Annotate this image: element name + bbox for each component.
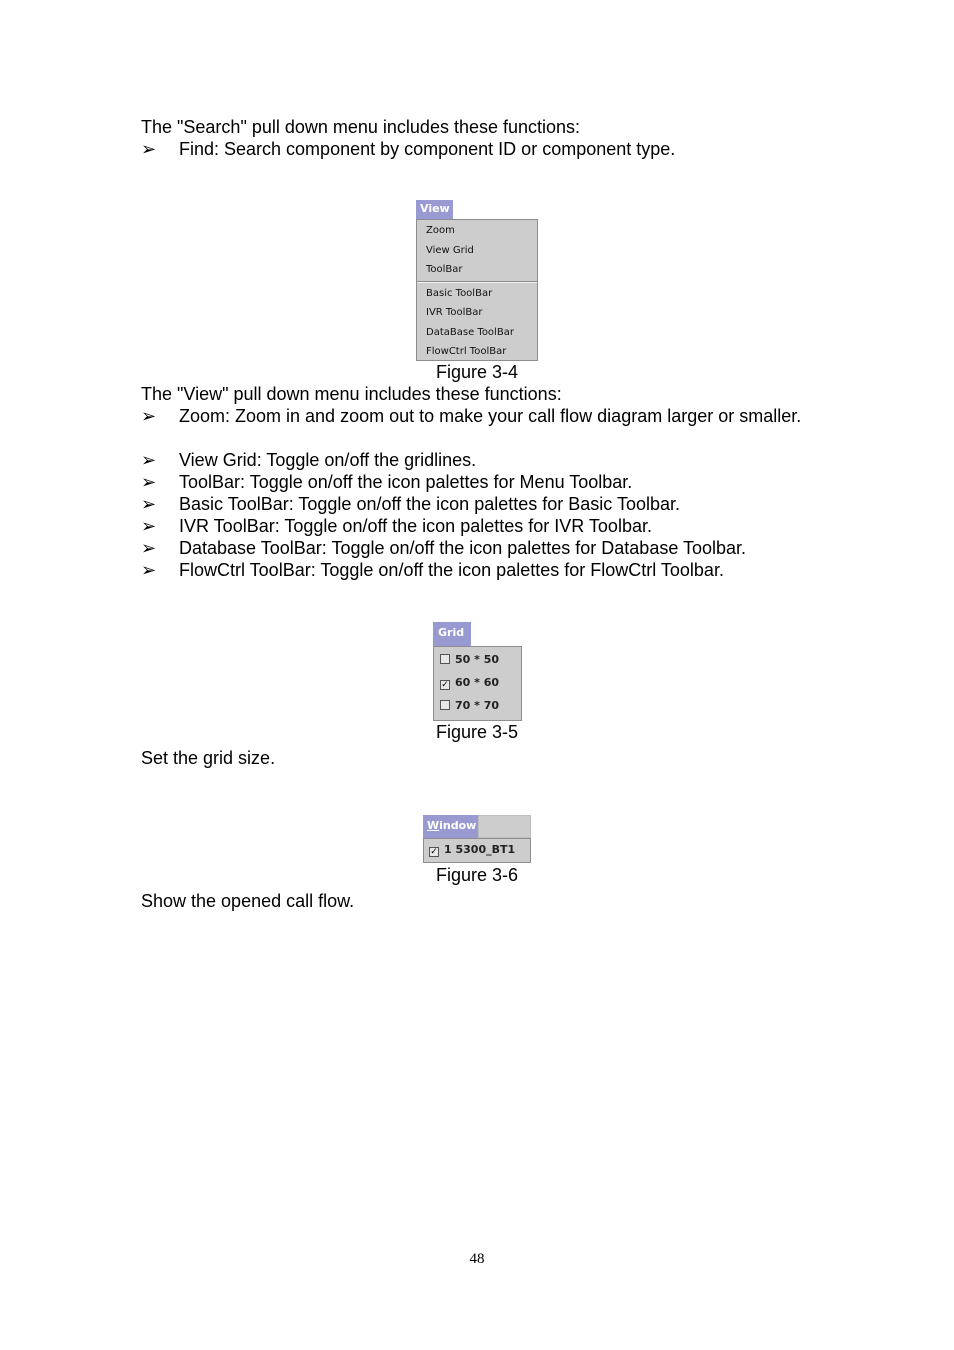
bullet-toolbar: ➢ ToolBar: Toggle on/off the icon palettes for Menu Toolbar. [141,472,633,492]
checked-checkbox-icon[interactable]: ✓ [430,847,438,857]
grid-option-70[interactable]: 70 * 70 [434,694,521,717]
bullet-ivr-toolbar: ➢ IVR ToolBar: Toggle on/off the icon palettes for IVR Toolbar. [141,516,652,536]
arrow-bullet-icon: ➢ [141,139,157,159]
menu-item-toolbar[interactable]: ToolBar [426,264,463,275]
arrow-bullet-icon: ➢ [141,406,157,426]
menu-item-zoom[interactable]: Zoom [426,225,455,236]
arrow-bullet-icon: ➢ [141,472,157,492]
menu-item-ivr-toolbar[interactable]: IVR ToolBar [426,307,483,318]
page-number: 48 [469,1251,485,1267]
arrow-bullet-icon: ➢ [141,450,157,470]
grid-option-60[interactable]: ✓ 60 * 60 [441,676,500,690]
menu-item-view-grid[interactable]: View Grid [426,244,474,256]
figure-3-6-caption: Figure 3-6 [435,865,519,885]
grid-menu-panel [433,646,522,721]
view-menu-title[interactable]: View [416,200,453,219]
menubar-filler [478,815,531,838]
bullet-database-toolbar: ➢ Database ToolBar: Toggle on/off the icon palettes for Database Toolbar. [141,538,747,558]
grid-option-50[interactable]: 50 * 50 [434,648,521,671]
view-menu-panel [416,219,538,361]
search-intro: The "Search" pull down menu includes these functions: [141,117,581,137]
checkbox-icon[interactable] [440,700,450,710]
grid-menu-title[interactable]: Grid [433,622,471,646]
arrow-bullet-icon: ➢ [141,538,157,558]
bullet-flowctrl-toolbar: ➢ FlowCtrl ToolBar: Toggle on/off the icon palettes for FlowCtrl Toolbar. [141,560,724,580]
menu-item-database-toolbar[interactable]: DataBase ToolBar [426,326,514,338]
bullet-find: ➢ Find: Search component by component ID or component type. [141,139,676,159]
menu-item-basic-toolbar[interactable]: Basic ToolBar [426,287,493,299]
window-menu-title[interactable]: Window [423,815,478,838]
window-menu-title-rest: indow [439,819,477,832]
grid-description: Set the grid size. [141,748,276,768]
checked-checkbox-icon[interactable]: ✓ [441,680,449,690]
arrow-bullet-icon: ➢ [141,560,157,580]
window-item-callflow[interactable]: ✓ 1 5300_BT1 [430,843,516,857]
menu-separator [417,281,537,283]
bullet-basic-toolbar: ➢ Basic ToolBar: Toggle on/off the icon palettes for Basic Toolbar. [141,494,680,514]
bullet-zoom: ➢ Zoom: Zoom in and zoom out to make your call flow diagram larger or smaller. [141,406,802,426]
figure-3-4-caption: Figure 3-4 [435,362,519,382]
checkbox-icon[interactable] [440,654,450,664]
figure-3-5-caption: Figure 3-5 [435,722,519,742]
menu-item-flowctrl-toolbar[interactable]: FlowCtrl ToolBar [426,346,507,357]
window-menu-panel [423,838,531,863]
arrow-bullet-icon: ➢ [141,516,157,536]
view-intro: The "View" pull down menu includes these functions: [141,384,562,404]
arrow-bullet-icon: ➢ [141,494,157,514]
window-description: Show the opened call flow. [141,891,355,911]
bullet-view-grid: ➢ View Grid: Toggle on/off the gridlines. [141,450,477,470]
